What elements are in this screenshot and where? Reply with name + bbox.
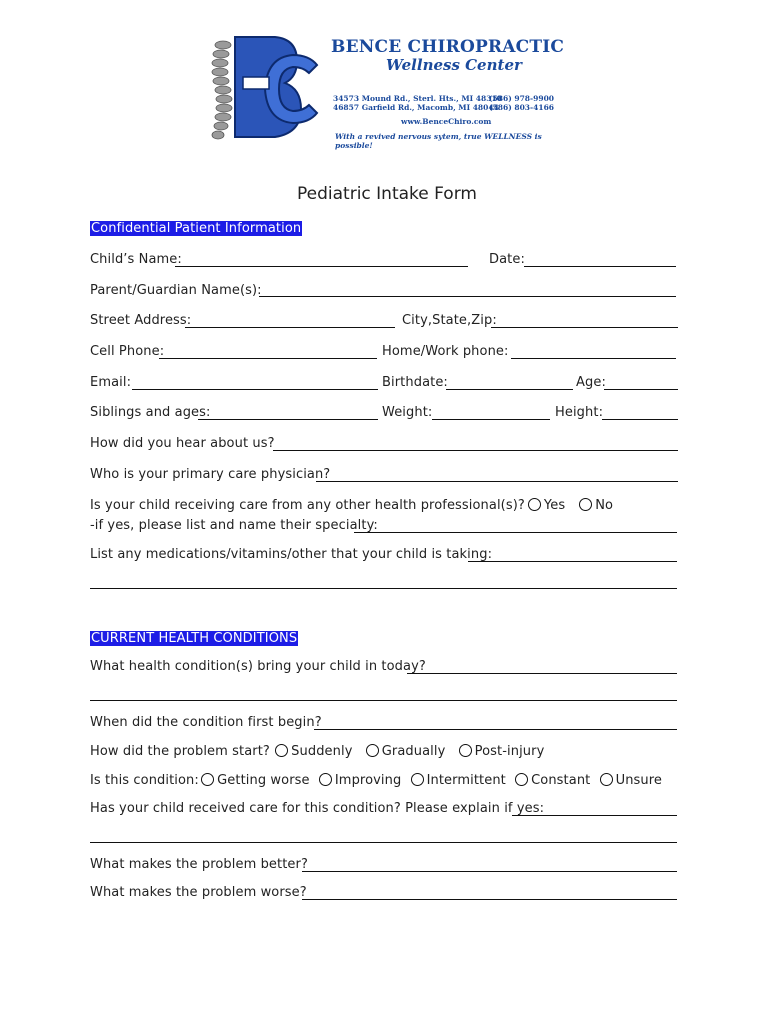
suddenly-label: Suddenly xyxy=(291,744,353,759)
clinic-website: www.BenceChiro.com xyxy=(401,117,492,126)
unsure-label: Unsure xyxy=(615,773,663,788)
birthdate-label: Birthdate: xyxy=(382,375,448,390)
worse-field[interactable] xyxy=(302,899,677,900)
intermittent-radio[interactable] xyxy=(411,773,424,786)
intermittent-label: Intermittent xyxy=(426,773,506,788)
form-title: Pediatric Intake Form xyxy=(297,184,477,204)
home-work-phone-field[interactable] xyxy=(511,358,676,359)
spine-logo-icon xyxy=(205,33,325,148)
constant-radio[interactable] xyxy=(515,773,528,786)
hear-about-label: How did you hear about us? xyxy=(90,436,275,451)
cell-phone-label: Cell Phone: xyxy=(90,344,165,359)
clinic-phone-2: (586) 803-4166 xyxy=(489,103,555,112)
better-label: What makes the problem better? xyxy=(90,857,308,872)
clinic-address-1: 34573 Mound Rd., Sterl. Hts., MI 48310 xyxy=(333,94,502,103)
no-radio[interactable] xyxy=(579,498,592,511)
first-begin-label: When did the condition first begin? xyxy=(90,715,322,730)
suddenly-radio[interactable] xyxy=(275,744,288,757)
getting-worse-label: Getting worse xyxy=(217,773,310,788)
received-care-field[interactable] xyxy=(512,815,677,816)
gradually-label: Gradually xyxy=(381,744,446,759)
other-care-label: Is your child receiving care from any other health professional(s)? xyxy=(90,498,525,513)
guardian-label: Parent/Guardian Name(s): xyxy=(90,283,262,298)
city-field[interactable] xyxy=(491,327,678,328)
better-field[interactable] xyxy=(302,871,677,872)
medications-field-line-2[interactable] xyxy=(90,588,677,589)
bring-today-field[interactable] xyxy=(407,673,677,674)
siblings-label: Siblings and ages: xyxy=(90,405,211,420)
street-label: Street Address: xyxy=(90,313,192,328)
medications-field[interactable] xyxy=(468,561,677,562)
condition-label: Is this condition: xyxy=(90,773,199,788)
medications-label: List any medications/vitamins/other that your child is taking: xyxy=(90,547,493,562)
received-care-label: Has your child received care for this condition? Please explain if yes: xyxy=(90,801,545,816)
received-care-field-line-2[interactable] xyxy=(90,842,677,843)
clinic-subtitle: Wellness Center xyxy=(386,56,522,74)
specialty-label: -if yes, please list and name their specialty: xyxy=(90,518,378,533)
physician-field[interactable] xyxy=(316,481,678,482)
no-label: No xyxy=(595,498,614,513)
email-label: Email: xyxy=(90,375,132,390)
bring-today-label: What health condition(s) bring your child in today? xyxy=(90,659,426,674)
logo xyxy=(205,33,565,153)
age-field[interactable] xyxy=(604,389,678,390)
improving-label: Improving xyxy=(334,773,402,788)
constant-label: Constant xyxy=(531,773,591,788)
problem-start-row xyxy=(90,744,544,760)
child-name-field[interactable] xyxy=(175,266,468,267)
gradually-radio[interactable] xyxy=(366,744,379,757)
post-injury-radio[interactable] xyxy=(459,744,472,757)
child-name-label: Child’s Name: xyxy=(90,252,182,267)
yes-radio[interactable] xyxy=(528,498,541,511)
city-label: City,State,Zip: xyxy=(402,313,497,328)
problem-start-label: How did the problem start? xyxy=(90,744,270,759)
condition-row xyxy=(90,773,662,789)
post-injury-label: Post-injury xyxy=(474,744,545,759)
guardian-field[interactable] xyxy=(259,296,676,297)
bring-today-field-line-2[interactable] xyxy=(90,700,677,701)
hear-about-field[interactable] xyxy=(273,450,678,451)
email-field[interactable] xyxy=(132,389,378,390)
weight-label: Weight: xyxy=(382,405,433,420)
cell-phone-field[interactable] xyxy=(159,358,377,359)
section-header-label: Confidential Patient Information xyxy=(91,221,302,236)
clinic-phone-1: (586) 978-9900 xyxy=(489,94,555,103)
section-header-patient-info xyxy=(90,220,302,237)
weight-field[interactable] xyxy=(432,419,550,420)
height-field[interactable] xyxy=(602,419,678,420)
other-care-row xyxy=(90,498,613,514)
improving-radio[interactable] xyxy=(319,773,332,786)
date-field[interactable] xyxy=(524,266,676,267)
date-label: Date: xyxy=(489,252,525,267)
section-header-label-2: CURRENT HEALTH CONDITIONS xyxy=(91,631,298,646)
specialty-field[interactable] xyxy=(354,532,677,533)
height-label: Height: xyxy=(555,405,604,420)
first-begin-field[interactable] xyxy=(314,729,677,730)
worse-label: What makes the problem worse? xyxy=(90,885,307,900)
clinic-tagline: With a revived nervous sytem, true WELLNESS is possible! xyxy=(335,132,542,150)
home-work-phone-label: Home/Work phone: xyxy=(382,344,509,359)
yes-label: Yes xyxy=(543,498,566,513)
unsure-radio[interactable] xyxy=(600,773,613,786)
clinic-address-2: 46857 Garfield Rd., Macomb, MI 48044 xyxy=(333,103,499,112)
age-label: Age: xyxy=(576,375,606,390)
birthdate-field[interactable] xyxy=(446,389,573,390)
clinic-name: BENCE CHIROPRACTIC xyxy=(331,37,565,57)
street-field[interactable] xyxy=(185,327,395,328)
physician-label: Who is your primary care physician? xyxy=(90,467,331,482)
getting-worse-radio[interactable] xyxy=(201,773,214,786)
section-header-health-conditions xyxy=(90,630,298,647)
siblings-field[interactable] xyxy=(198,419,378,420)
